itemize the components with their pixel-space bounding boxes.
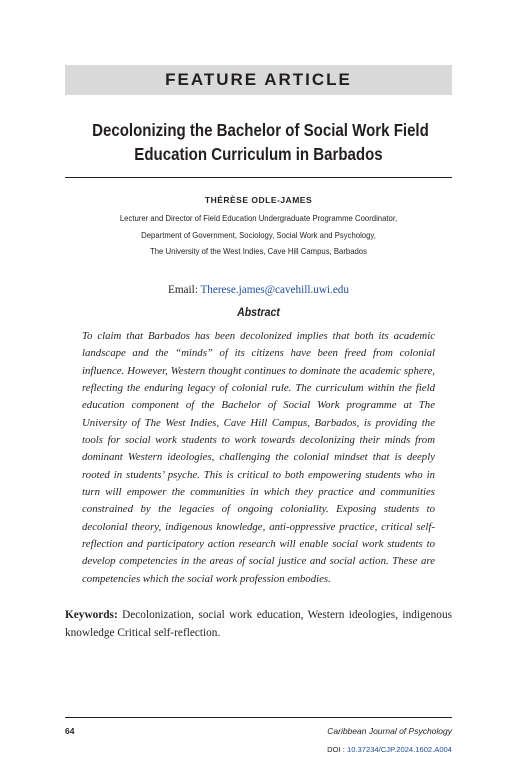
author-email [65, 284, 452, 296]
keywords-label: Keywords: [65, 609, 118, 621]
doi [327, 745, 452, 754]
feature-article-banner [65, 65, 452, 95]
affiliation-line: Lecturer and Director of Field Education Undergraduate Programme Coordinator, [119, 213, 398, 223]
doi-link[interactable]: 10.37234/CJP.2024.1602.A004 [347, 745, 452, 754]
abstract-heading: Abstract [237, 305, 280, 319]
article-title [92, 118, 429, 166]
article-title-line: Decolonizing the Bachelor of Social Work Field [92, 120, 429, 140]
title-divider [65, 177, 452, 178]
footer-divider [65, 717, 452, 718]
abstract-text: To claim that Barbados has been decolonized implies that both its academic landscape and the “minds” of its citizens have been freed from colonial influence. However, Western thought continues to dominate the academic sphere, reflecting the enduring legacy of colonial rule. The curriculum within the field education component of the Bachelor of Social Work programme at The University of The West Indies, Cave Hill Campus, Barbados, is providing the tools for social work students to work towards decolonizing their minds from dominant Western ideologies, challenging the colonial mindset that is deeply rooted in students’ psyche. This is critical to both empowering students who in turn will empower the communities in which they practice and communities constrained by the legacies of ongoing coloniality. Exposing students to decolonial theory, indigenous knowledge, anti-oppressive practice, critical self-reflection and participatory action research will enable social work students to develop competencies in the areas of social justice and social action. These are competencies which the social work profession embodies. [82, 330, 435, 585]
doi-label: DOI : [327, 745, 345, 754]
keywords-text: Decolonization, social work education, Western ideologies, indigenous knowledge Critical self-reflection. [65, 609, 453, 639]
article-title-line: Education Curriculum in Barbados [134, 144, 383, 164]
email-link[interactable]: Therese.james@cavehill.uwi.edu [200, 284, 349, 296]
page-number: 64 [65, 726, 75, 736]
affiliation-line: The University of the West Indies, Cave Hill Campus, Barbados [150, 246, 367, 256]
affiliation-line: Department of Government, Sociology, Social Work and Psychology, [141, 229, 376, 240]
author-name: THÉRÈSE ODLE-JAMES [204, 195, 313, 205]
journal-name: Caribbean Journal of Psychology [327, 726, 452, 736]
banner-label: FEATURE ARTICLE [165, 70, 352, 89]
email-label: Email: [168, 284, 198, 296]
keywords [65, 606, 452, 642]
author-affiliation [84, 210, 432, 260]
